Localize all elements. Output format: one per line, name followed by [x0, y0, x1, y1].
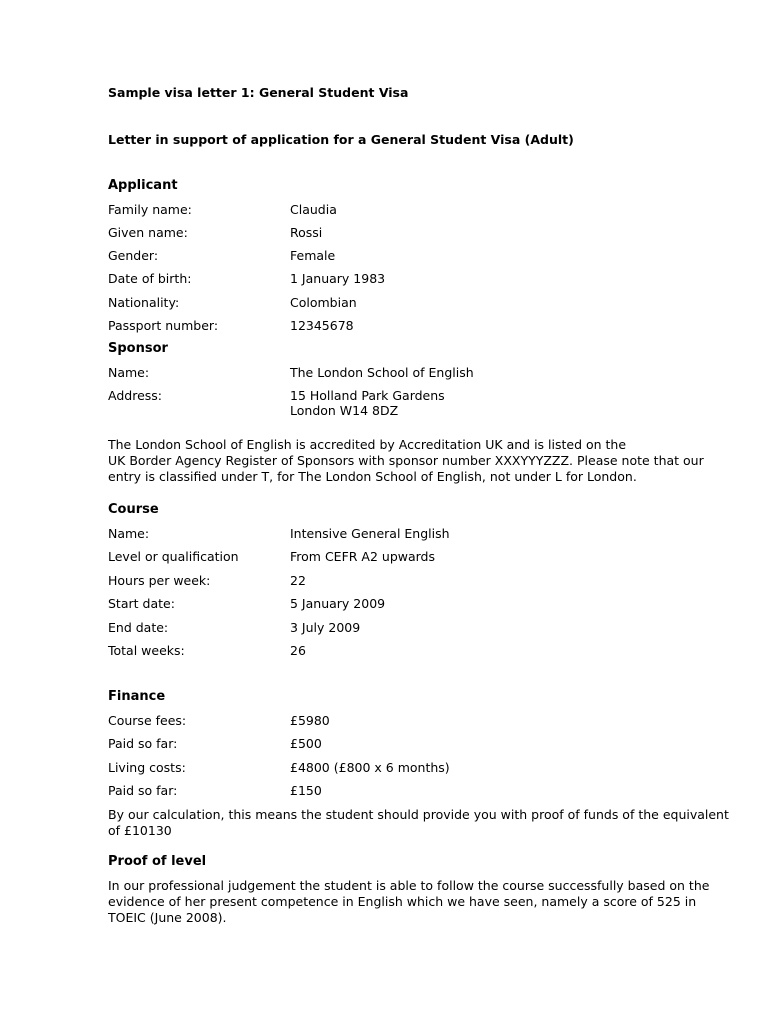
applicant-value-nationality: Colombian	[290, 295, 357, 310]
finance-value-course-fees: £5980	[290, 713, 330, 728]
course-value-level: From CEFR A2 upwards	[290, 549, 436, 564]
course-label-level: Level or qualification	[108, 549, 239, 564]
paragraph-line: TOEIC (June 2008).	[108, 910, 227, 925]
finance-value-paid-fees: £500	[290, 736, 322, 751]
document-title: Sample visa letter 1: General Student Visa	[108, 85, 409, 100]
document-subtitle: Letter in support of application for a General Student Visa (Adult)	[108, 132, 574, 147]
sponsor-label-name: Name:	[108, 365, 150, 380]
sponsor-heading: Sponsor	[108, 341, 168, 356]
sponsor-address-line2: London W14 8DZ	[290, 403, 399, 418]
paragraph-line: of £10130	[108, 823, 172, 838]
applicant-value-dob: 1 January 1983	[290, 271, 386, 286]
paragraph-line: By our calculation, this means the student should provide you with proof of funds of the equivalent	[108, 807, 729, 822]
applicant-label-family-name: Family name:	[108, 202, 192, 217]
paragraph-line: The London School of English is accredited by Accreditation UK and is listed on the	[108, 437, 627, 452]
sponsor-value-name: The London School of English	[290, 365, 474, 380]
applicant-label-dob: Date of birth:	[108, 271, 192, 286]
finance-label-paid-fees: Paid so far:	[108, 736, 178, 751]
course-value-name: Intensive General English	[290, 526, 450, 541]
applicant-value-family-name: Claudia	[290, 202, 337, 217]
finance-calculation-paragraph	[108, 807, 729, 839]
finance-heading: Finance	[108, 689, 166, 704]
sponsor-accreditation-paragraph	[108, 437, 704, 485]
finance-value-living-costs: £4800 (£800 x 6 months)	[290, 760, 450, 775]
applicant-heading: Applicant	[108, 178, 178, 193]
course-heading: Course	[108, 502, 159, 517]
applicant-label-nationality: Nationality:	[108, 295, 180, 310]
course-label-name: Name:	[108, 526, 150, 541]
finance-label-living-costs: Living costs:	[108, 760, 186, 775]
course-label-hours: Hours per week:	[108, 573, 211, 588]
proof-paragraph	[108, 878, 710, 926]
paragraph-line: UK Border Agency Register of Sponsors with sponsor number XXXYYYZZZ. Please note that our	[108, 453, 704, 468]
applicant-label-given-name: Given name:	[108, 225, 188, 240]
sponsor-address-line1: 15 Holland Park Gardens	[290, 388, 445, 403]
sponsor-label-address: Address:	[108, 388, 162, 403]
course-value-hours: 22	[290, 573, 306, 588]
course-label-end-date: End date:	[108, 620, 169, 635]
paragraph-line: entry is classified under T, for The London School of English, not under L for London.	[108, 469, 637, 484]
course-value-end-date: 3 July 2009	[290, 620, 361, 635]
course-value-total-weeks: 26	[290, 643, 306, 658]
course-label-total-weeks: Total weeks:	[108, 643, 185, 658]
paragraph-line: In our professional judgement the student is able to follow the course successfully based on the	[108, 878, 710, 893]
applicant-value-gender: Female	[290, 248, 336, 263]
applicant-label-passport: Passport number:	[108, 318, 219, 333]
applicant-value-given-name: Rossi	[290, 225, 323, 240]
finance-label-paid-living: Paid so far:	[108, 783, 178, 798]
course-label-start-date: Start date:	[108, 596, 175, 611]
finance-value-paid-living: £150	[290, 783, 322, 798]
proof-heading: Proof of level	[108, 854, 207, 869]
applicant-value-passport: 12345678	[290, 318, 354, 333]
applicant-label-gender: Gender:	[108, 248, 159, 263]
finance-label-course-fees: Course fees:	[108, 713, 187, 728]
paragraph-line: evidence of her present competence in English which we have seen, namely a score of 525 in	[108, 894, 697, 909]
course-value-start-date: 5 January 2009	[290, 596, 386, 611]
